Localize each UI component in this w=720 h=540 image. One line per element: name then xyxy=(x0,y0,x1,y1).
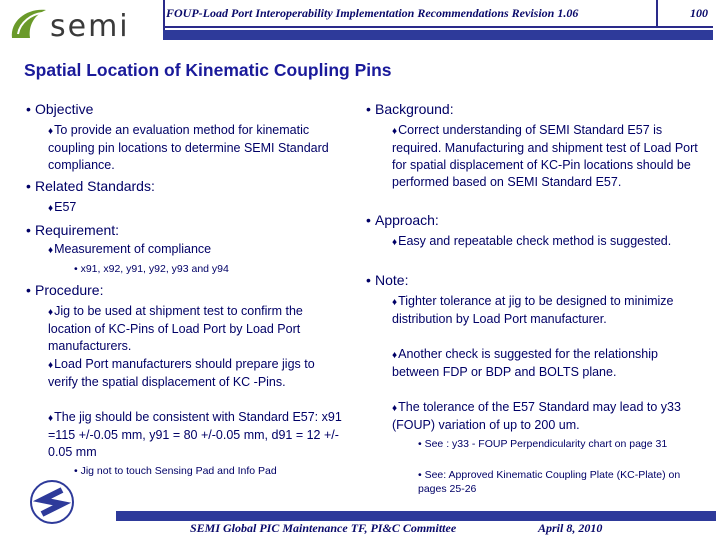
procedure-subitem: • Jig not to touch Sensing Pad and Info Pad xyxy=(74,465,277,477)
document-title: FOUP-Load Port Interoperability Implementation Recommendations Revision 1.06 xyxy=(166,6,579,20)
note-subitem: • See: Approved Kinematic Coupling Plate (KC-Plate) on pages 25-26 xyxy=(418,469,681,495)
diamond-bullet-icon: ♦ xyxy=(48,126,54,137)
diamond-bullet-icon: ♦ xyxy=(48,245,54,256)
note-subitem: • See : y33 - FOUP Perpendicularity chart on page 31 xyxy=(418,438,668,450)
header-rule xyxy=(163,26,713,28)
related-standards-heading: • Related Standards: xyxy=(26,178,155,194)
footer-bar xyxy=(116,511,716,521)
slide-title: Spatial Location of Kinematic Coupling Pins xyxy=(24,60,392,80)
objective-heading: • Objective xyxy=(26,101,94,117)
diamond-bullet-icon: ♦ xyxy=(392,297,398,308)
footer-committee: SEMI Global PIC Maintenance TF, PI&C Committee xyxy=(190,521,457,535)
page-number: 100 xyxy=(690,6,708,20)
diamond-bullet-icon: ♦ xyxy=(392,403,398,414)
note-item: ♦Tighter tolerance at jig to be designed to minimize distribution by Load Port manufacturer. xyxy=(392,294,674,326)
diamond-bullet-icon: ♦ xyxy=(392,126,398,137)
approach-heading: • Approach: xyxy=(366,212,439,228)
requirement-item: ♦Measurement of compliance xyxy=(48,242,212,256)
diamond-bullet-icon: ♦ xyxy=(48,413,54,424)
diamond-bullet-icon: ♦ xyxy=(48,307,54,318)
requirement-heading: • Requirement: xyxy=(26,222,120,238)
background-item: ♦Correct understanding of SEMI Standard E57 is required. Manufacturing and shipment test of Load Port for spatial displacement of KC-Pin locations should be performed based on SEMI Standard E57. xyxy=(392,123,698,189)
semi-logo xyxy=(6,4,156,44)
diamond-bullet-icon: ♦ xyxy=(392,350,398,361)
background-heading: • Background: xyxy=(366,101,454,117)
note-item: ♦Another check is suggested for the relationship between FDP or BDP and BOLTS plane. xyxy=(392,347,658,379)
procedure-item: ♦Load Port manufacturers should prepare jigs to verify the spatial displacement of KC -Pins. xyxy=(48,357,315,389)
requirement-subitem: • x91, x92, y91, y92, y93 and y94 xyxy=(74,263,229,275)
diamond-bullet-icon: ♦ xyxy=(48,360,54,371)
header-divider xyxy=(656,0,658,28)
diamond-bullet-icon: ♦ xyxy=(48,203,54,214)
brand-text: semi xyxy=(50,9,130,44)
related-standards-item: ♦E57 xyxy=(48,200,77,214)
procedure-item: ♦The jig should be consistent with Standard E57: x91 =115 +/-0.05 mm, y91 = 80 +/-0.05 mm, d91 = 12 +/- 0.05 mm xyxy=(48,410,342,459)
objective-item: ♦To provide an evaluation method for kinematic coupling pin locations to determine SEMI Standard compliance. xyxy=(48,123,329,172)
note-heading: • Note: xyxy=(366,272,409,288)
diamond-bullet-icon: ♦ xyxy=(392,237,398,248)
approach-item: ♦Easy and repeatable check method is suggested. xyxy=(392,234,672,248)
procedure-item: ♦Jig to be used at shipment test to confirm the location of KC-Pins of Load Port by Load Port manufacturers. xyxy=(48,304,303,353)
semi-s-logo-icon xyxy=(28,478,76,526)
procedure-heading: • Procedure: xyxy=(26,282,104,298)
note-item: ♦The tolerance of the E57 Standard may lead to y33 (FOUP) variation of up to 200 um. xyxy=(392,400,681,432)
header-bar xyxy=(163,30,713,40)
footer-date: April 8, 2010 xyxy=(538,521,603,535)
